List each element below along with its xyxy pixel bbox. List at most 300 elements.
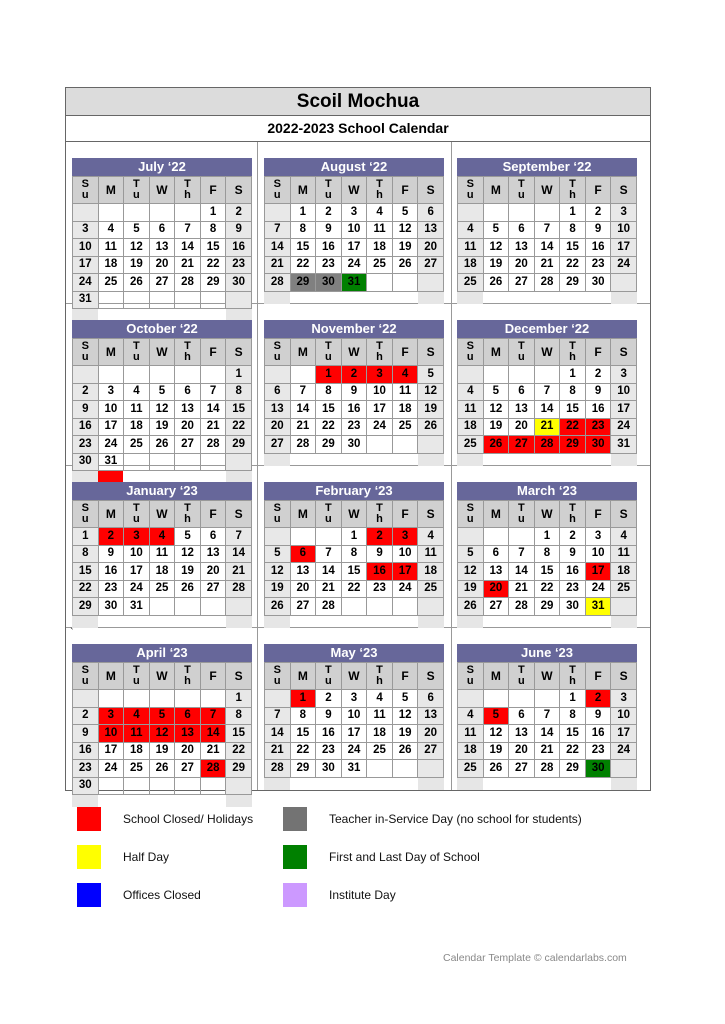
empty-day-cell [611,760,637,778]
weekday-header: F [200,177,226,204]
calendar-day: 13 [175,725,201,743]
calendar-day: 4 [367,690,393,708]
calendar-day: 6 [418,690,444,708]
footer-cell [586,778,612,790]
footer-cell [290,292,316,304]
empty-day-cell [73,204,99,222]
calendar-day: 26 [483,274,509,292]
calendar-day: 12 [483,239,509,257]
calendar-day: 1 [316,366,342,384]
weekday-header: F [392,663,418,690]
footer-cell [457,616,483,628]
calendar-day: 18 [458,418,484,436]
calendar-day: 11 [458,239,484,257]
weekday-header: T h [175,177,201,204]
empty-day-cell [265,366,291,384]
calendar-day: 19 [124,256,150,274]
calendar-day: 8 [200,221,226,239]
month-grid [264,338,444,454]
legend-label: Half Day [123,850,170,864]
month-title: February ‘23 [264,482,444,500]
calendar-day: 2 [316,690,342,708]
weekday-header: S u [458,501,484,528]
red-square-icon [77,807,101,831]
footer-cell [418,454,444,466]
calendar-day: 1 [560,204,586,222]
calendar-day: 19 [392,725,418,743]
calendar-day: 17 [611,239,637,257]
month-footer-row [264,292,444,304]
calendar-day: 12 [458,563,484,581]
empty-day-cell [149,453,175,471]
calendar-day: 23 [560,580,586,598]
empty-day-cell [175,690,201,708]
footer-cell [393,778,419,790]
empty-day-cell [392,760,418,778]
calendar-day: 3 [585,528,611,546]
calendar-day: 1 [341,528,367,546]
footer-cell [586,292,612,304]
calendar-day: 27 [175,436,201,454]
calendar-day: 26 [175,580,201,598]
calendar-day: 4 [149,528,175,546]
calendar-day: 18 [611,563,637,581]
calendar-day: 14 [265,239,291,257]
empty-day-cell [418,760,444,778]
calendar-day: 17 [585,563,611,581]
footer-cell [611,292,637,304]
calendar-day: 29 [200,274,226,292]
empty-day-cell [226,291,252,309]
calendar-day: 10 [367,383,393,401]
calendar-day: 25 [124,436,150,454]
calendar-day: 22 [560,742,586,760]
footer-cell [341,454,367,466]
calendar-day: 28 [175,274,201,292]
empty-day-cell [175,453,201,471]
calendar-day: 24 [341,742,367,760]
calendar-day: 5 [458,545,484,563]
calendar-day: 2 [316,204,342,222]
calendar-day: 8 [290,221,316,239]
legend-label: First and Last Day of School [329,850,480,864]
calendar-day: 19 [392,239,418,257]
empty-day-cell [226,777,252,795]
calendar-day: 13 [290,563,316,581]
calendar-day: 18 [392,401,418,419]
calendar-day: 10 [611,707,637,725]
empty-day-cell [226,453,252,471]
calendar-day: 17 [611,725,637,743]
calendar-day: 18 [418,563,444,581]
calendar-day: 8 [341,545,367,563]
calendar-day: 17 [124,563,150,581]
empty-day-cell [392,274,418,292]
footer-cell [418,616,444,628]
footer-cell [264,778,290,790]
calendar-day: 31 [341,274,367,292]
weekday-header: T h [367,177,393,204]
calendar-day: 2 [560,528,586,546]
calendar-day: 30 [226,274,252,292]
calendar-day: 20 [149,256,175,274]
calendar-day: 2 [585,366,611,384]
empty-day-cell [367,760,393,778]
calendar-day: 24 [367,418,393,436]
calendar-day: 23 [341,418,367,436]
calendar-day: 18 [98,256,124,274]
calendar-day: 22 [290,742,316,760]
weekday-header: W [149,501,175,528]
calendar-day: 19 [265,580,291,598]
month-august-2022 [264,158,444,304]
empty-day-cell [124,366,150,384]
empty-day-cell [265,204,291,222]
weekday-header: W [534,339,560,366]
weekday-header: F [392,501,418,528]
weekday-header: T u [509,339,535,366]
calendar-day: 3 [341,204,367,222]
calendar-day: 21 [534,418,560,436]
calendar-day: 7 [265,221,291,239]
weekday-header: T h [560,177,586,204]
calendar-day: 11 [458,401,484,419]
calendar-day: 15 [290,239,316,257]
weekday-header: S [418,501,444,528]
calendar-day: 27 [418,742,444,760]
calendar-day: 20 [509,418,535,436]
calendar-day: 30 [73,453,99,471]
empty-day-cell [226,598,252,616]
calendar-day: 25 [458,274,484,292]
calendar-day: 27 [418,256,444,274]
calendar-day: 15 [226,725,252,743]
footer-cell [264,616,290,628]
weekday-header: S [226,501,252,528]
footer-cell [201,616,227,628]
calendar-day: 24 [585,580,611,598]
calendar-day: 5 [265,545,291,563]
footer-cell [149,616,175,628]
weekday-header: W [341,501,367,528]
month-july-2022 [72,158,252,321]
legend-label: School Closed/ Holidays [123,812,254,826]
calendar-day: 23 [367,580,393,598]
calendar-day: 11 [367,221,393,239]
calendar-day: 20 [175,742,201,760]
calendar-day: 14 [534,725,560,743]
calendar-day: 20 [175,418,201,436]
weekday-header: M [98,663,124,690]
calendar-day: 19 [483,418,509,436]
calendar-day: 3 [124,528,150,546]
empty-day-cell [367,436,393,454]
calendar-day: 20 [265,418,291,436]
calendar-day: 3 [73,221,99,239]
calendar-day: 10 [341,707,367,725]
calendar-day: 5 [149,383,175,401]
calendar-day: 24 [611,742,637,760]
footer-cell [586,454,612,466]
calendar-day: 8 [560,221,586,239]
calendar-day: 21 [200,742,226,760]
weekday-header: M [98,339,124,366]
footer-cell [508,616,534,628]
calendar-day: 9 [585,221,611,239]
footer-cell [264,454,290,466]
calendar-day: 12 [418,383,444,401]
footer-cell [393,616,419,628]
weekday-header: W [534,663,560,690]
month-january-2023 [72,482,252,628]
month-grid [264,662,444,778]
footer-cell [175,795,201,807]
month-title: March ‘23 [457,482,637,500]
calendar-day: 7 [316,545,342,563]
empty-day-cell [98,777,124,795]
empty-day-cell [98,690,124,708]
calendar-day: 16 [73,742,99,760]
calendar-day: 2 [226,204,252,222]
weekday-header: T h [560,663,586,690]
calendar-day: 8 [560,707,586,725]
calendar-day: 16 [585,725,611,743]
calendar-day: 16 [341,401,367,419]
calendar-day: 17 [367,401,393,419]
calendar-day: 21 [509,580,535,598]
weekday-header: T h [367,501,393,528]
calendar-day: 17 [73,256,99,274]
empty-day-cell [483,366,509,384]
footer-cell [367,454,393,466]
footer-cell [175,616,201,628]
weekday-header: S u [73,663,99,690]
weekday-header: T u [124,663,150,690]
footer-cell [226,795,252,807]
empty-day-cell [124,777,150,795]
calendar-day: 7 [200,707,226,725]
calendar-day: 11 [149,545,175,563]
calendar-day: 2 [367,528,393,546]
calendar-day: 1 [200,204,226,222]
calendar-day: 27 [509,274,535,292]
empty-day-cell [290,366,316,384]
calendar-day: 8 [534,545,560,563]
calendar-day: 18 [149,563,175,581]
calendar-day: 5 [175,528,201,546]
empty-day-cell [175,598,201,616]
calendar-day: 22 [560,418,586,436]
weekday-header: S [611,663,637,690]
calendar-day: 3 [611,204,637,222]
calendar-day: 22 [534,580,560,598]
calendar-day: 1 [534,528,560,546]
calendar-day: 5 [483,221,509,239]
calendar-day: 16 [316,725,342,743]
footer-cell [123,795,149,807]
calendar-day: 12 [149,401,175,419]
calendar-day: 24 [98,436,124,454]
weekday-header: T h [175,663,201,690]
month-footer-row [264,778,444,790]
month-march-2023 [457,482,637,628]
calendar-day: 5 [149,707,175,725]
weekday-header: S u [458,663,484,690]
calendar-day: 28 [265,274,291,292]
empty-day-cell [149,204,175,222]
calendar-day: 8 [226,707,252,725]
calendar-day: 31 [98,453,124,471]
weekday-header: M [98,177,124,204]
calendar-day: 11 [418,545,444,563]
calendar-day: 4 [458,383,484,401]
empty-day-cell [149,690,175,708]
footer-credit[interactable]: Calendar Template © calendarlabs.com [443,952,627,964]
weekday-header: M [290,339,316,366]
calendar-day: 30 [316,760,342,778]
weekday-header: S [226,663,252,690]
calendar-day: 17 [98,418,124,436]
calendar-day: 3 [98,383,124,401]
footer-cell [201,795,227,807]
calendar-day: 6 [175,707,201,725]
empty-day-cell [73,690,99,708]
weekday-header: T u [124,501,150,528]
calendar-day: 29 [226,760,252,778]
calendar-day: 31 [124,598,150,616]
calendar-day: 15 [200,239,226,257]
calendar-day: 29 [560,760,586,778]
month-grid [457,500,637,616]
calendar-day: 28 [226,580,252,598]
footer-cell [315,454,341,466]
calendar-day: 27 [175,760,201,778]
month-grid [264,500,444,616]
month-title: September ‘22 [457,158,637,176]
calendar-day: 16 [98,563,124,581]
calendar-day: 28 [200,436,226,454]
month-title: June ‘23 [457,644,637,662]
weekday-header: F [392,339,418,366]
empty-day-cell [98,204,124,222]
calendar-day: 4 [458,707,484,725]
calendar-day: 24 [392,580,418,598]
weekday-header: F [200,501,226,528]
calendar-day: 8 [316,383,342,401]
calendar-day: 14 [290,401,316,419]
calendar-day: 23 [585,742,611,760]
calendar-day: 4 [458,221,484,239]
footer-cell [560,292,586,304]
calendar-day: 1 [290,204,316,222]
footer-cell [72,616,98,628]
calendar-day: 25 [458,760,484,778]
grey-square-icon [283,807,307,831]
calendar-day: 21 [265,742,291,760]
empty-day-cell [265,690,291,708]
calendar-day: 21 [200,418,226,436]
footer-cell [367,292,393,304]
empty-day-cell [392,436,418,454]
month-october-2022 [72,320,252,483]
calendar-day: 26 [124,274,150,292]
weekday-header: M [290,177,316,204]
calendar-day: 26 [392,256,418,274]
weekday-header: T u [316,501,342,528]
calendar-day: 6 [509,383,535,401]
weekday-header: T h [367,663,393,690]
calendar-day: 12 [265,563,291,581]
calendar-day: 14 [175,239,201,257]
calendar-day: 4 [124,383,150,401]
footer-cell [457,454,483,466]
empty-day-cell [341,598,367,616]
empty-day-cell [73,366,99,384]
calendar-day: 7 [175,221,201,239]
footer-cell [98,616,124,628]
footer-cell [483,454,509,466]
calendar-day: 18 [458,256,484,274]
empty-day-cell [534,690,560,708]
empty-day-cell [124,204,150,222]
calendar-day: 31 [73,291,99,309]
calendar-day: 31 [611,436,637,454]
calendar-day: 20 [200,563,226,581]
calendar-day: 24 [611,256,637,274]
calendar-day: 1 [73,528,99,546]
empty-day-cell [200,453,226,471]
empty-day-cell [124,291,150,309]
calendar-day: 1 [226,690,252,708]
weekday-header: W [534,177,560,204]
footer-cell [560,778,586,790]
calendar-day: 14 [509,563,535,581]
month-footer-row [72,616,252,628]
empty-day-cell [200,598,226,616]
calendar-day: 15 [560,725,586,743]
footer-cell [560,616,586,628]
calendar-day: 1 [560,690,586,708]
calendar-day: 10 [611,383,637,401]
calendar-day: 21 [175,256,201,274]
school-name: Scoil Mochua [66,88,650,116]
calendar-day: 4 [611,528,637,546]
footer-cell [483,292,509,304]
weekday-header: F [200,663,226,690]
calendar-day: 9 [98,545,124,563]
empty-day-cell [124,690,150,708]
footer-cell [611,454,637,466]
calendar-day: 26 [483,760,509,778]
footer-cell [72,795,98,807]
empty-day-cell [483,690,509,708]
column-divider [257,142,258,790]
empty-day-cell [124,453,150,471]
month-footer-row [457,292,637,304]
calendar-day: 23 [98,580,124,598]
stray-mark: ` [70,627,74,639]
weekday-header: S u [73,339,99,366]
calendar-day: 19 [175,563,201,581]
empty-day-cell [175,366,201,384]
weekday-header: M [483,339,509,366]
footer-cell [264,292,290,304]
calendar-day: 19 [483,742,509,760]
calendar-day: 29 [316,436,342,454]
weekday-header: S u [265,177,291,204]
weekday-header: S u [458,339,484,366]
calendar-day: 8 [290,707,316,725]
